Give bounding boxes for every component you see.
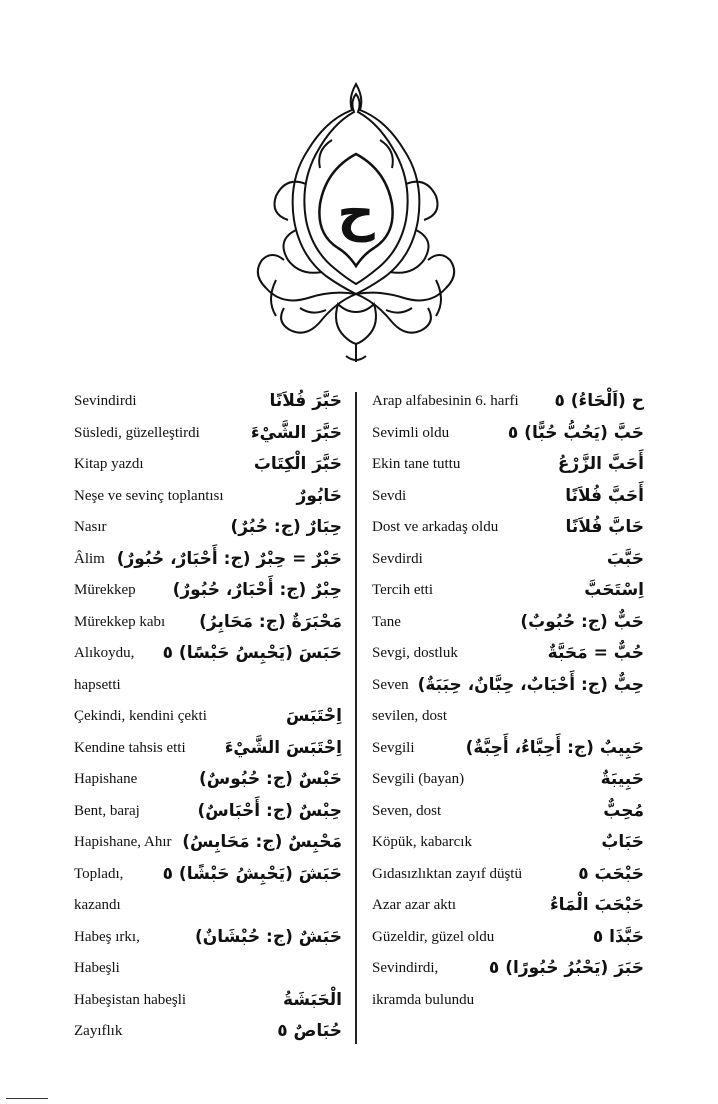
turkish-meaning: Hapishane, Ahır — [74, 834, 172, 850]
arabic-word: حَبْسٌ (ج: حُبُوسٌ) — [199, 769, 342, 789]
arabic-word: اِحْتَبَسَ الشَّيْءَ — [224, 737, 342, 758]
arabic-word: حَبْحَبَ ٥ — [578, 863, 644, 884]
dictionary-entry — [372, 890, 644, 922]
footer-rule — [6, 1098, 48, 1099]
turkish-meaning: Sevdirdi — [372, 550, 423, 567]
dictionary-entry — [372, 670, 644, 702]
arabic-word: حَبَشَ (يَحْبِشُ حَبْشًا) ٥ — [162, 863, 342, 884]
arabic-word: حَبَّرَ الْكِتَابَ — [253, 454, 342, 474]
dictionary-entry — [372, 607, 644, 639]
turkish-meaning: ikramda bulundu — [372, 991, 475, 1008]
arabic-word: حَبَّذَا ٥ — [592, 926, 644, 947]
turkish-meaning: Arap alfabesinin 6. harfi — [372, 393, 519, 409]
turkish-meaning: Zayıflık — [74, 1023, 123, 1039]
arabic-word: حَبَرَ (يَحْبُرُ حُبُورًا) ٥ — [488, 958, 644, 978]
dictionary-entry — [74, 481, 342, 513]
turkish-meaning: Köpük, kabarcık — [372, 834, 472, 850]
dictionary-entry — [74, 638, 342, 670]
dictionary-entry — [74, 449, 342, 481]
dictionary-entry — [372, 827, 644, 859]
column-divider — [355, 392, 357, 1044]
turkish-meaning: Dost ve arkadaş oldu — [372, 519, 499, 535]
dictionary-entry — [74, 890, 342, 922]
dictionary-entry — [372, 512, 644, 544]
ornament-letter: ح — [337, 183, 375, 243]
arabic-word: مَحْبِسٌ (ج: مَحَابِسُ) — [182, 832, 342, 852]
dictionary-entry — [372, 764, 644, 796]
turkish-meaning: Süsledi, güzelleştirdi — [74, 424, 200, 441]
turkish-meaning: Sevgili — [372, 739, 415, 756]
arabic-word: اِحْتَبَسَ — [286, 706, 342, 726]
turkish-meaning: Topladı, — [74, 865, 124, 882]
arabic-word: أَحَبَّ فُلاَنًا — [565, 485, 644, 506]
turkish-meaning: Nasır — [74, 519, 107, 535]
turkish-meaning: Çekindi, kendini çekti — [74, 708, 207, 724]
dictionary-entry — [74, 1016, 342, 1048]
arabic-word: اِسْتَحَبَّ — [584, 580, 644, 600]
dictionary-entry — [372, 985, 644, 1017]
dictionary-entry — [372, 701, 644, 733]
arabic-word: حَابَّ فُلاَنًا — [565, 517, 644, 537]
arabic-word: مُحِبٌّ — [603, 800, 644, 821]
dictionary-entry — [372, 418, 644, 450]
right-column — [372, 386, 644, 1016]
dictionary-entry — [74, 575, 342, 607]
dictionary-entry — [372, 638, 644, 670]
turkish-meaning: Âlim — [74, 550, 105, 567]
turkish-meaning: Mürekkep — [74, 582, 136, 598]
arabic-word: حَبْحَبَ الْمَاءُ — [549, 895, 644, 915]
arabic-word: حَبَّرَ الشَّيْءَ — [250, 422, 342, 443]
arabic-word: حُبَاصٌ ٥ — [277, 1021, 342, 1041]
turkish-meaning: Seven — [372, 676, 409, 693]
dictionary-entry — [74, 827, 342, 859]
turkish-meaning: Sevdi — [372, 487, 407, 504]
arabic-word: حَبَّرَ فُلاَنًا — [269, 391, 342, 411]
arabic-word: حِبٌّ (ج: أَحْبَابٌ، حِبَّانٌ، حِبَبَةٌ) — [417, 674, 644, 695]
turkish-meaning: Habeş ırkı, — [74, 928, 140, 945]
turkish-meaning: Ekin tane tuttu — [372, 456, 461, 472]
dictionary-entry — [74, 386, 342, 418]
arabic-word: حُبٌّ = مَحَبَّةٌ — [547, 643, 644, 663]
turkish-meaning: Sevindirdi, — [372, 960, 439, 976]
arabic-word: حَبَّ (يَحُبُّ حُبًّا) ٥ — [507, 422, 644, 443]
turkish-meaning: Seven, dost — [372, 802, 442, 819]
arabic-word: حَبَشٌ (ج: حُبْشَانٌ) — [194, 926, 342, 947]
arabic-word: مَحْبَرَةٌ (ج: مَحَابِرُ) — [199, 611, 342, 632]
dictionary-entry — [372, 733, 644, 765]
arabic-word: الْحَبَشَةُ — [282, 989, 342, 1010]
dictionary-entry — [372, 796, 644, 828]
dictionary-entry — [74, 796, 342, 828]
turkish-meaning: kazandı — [74, 897, 121, 913]
turkish-meaning: Habeşli — [74, 960, 120, 976]
arabic-word: حَابُورٌ — [296, 485, 342, 506]
dictionary-entry — [74, 701, 342, 733]
turkish-meaning: Neşe ve sevinç toplantısı — [74, 487, 224, 504]
turkish-meaning: Hapishane — [74, 771, 138, 787]
arabic-word: أَحَبَّ الزَّرْعُ — [557, 454, 644, 474]
dictionary-entry — [74, 953, 342, 985]
dictionary-entry — [372, 449, 644, 481]
arabic-word: حَبْرٌ = حِبْرٌ (ج: أَحْبَارٌ، حُبُورٌ) — [116, 548, 342, 569]
dictionary-entry — [372, 922, 644, 954]
turkish-meaning: Kitap yazdı — [74, 456, 144, 472]
dictionary-entry — [372, 386, 644, 418]
left-column — [74, 386, 342, 1048]
turkish-meaning: Sevimli oldu — [372, 424, 450, 441]
arabic-word: حِبَارٌ (ج: حُبُرٌ) — [230, 517, 342, 537]
turkish-meaning: sevilen, dost — [372, 708, 447, 724]
arabic-word: حَبِيبَةٌ — [600, 769, 644, 789]
turkish-meaning: Tercih etti — [372, 582, 434, 598]
dictionary-entry — [74, 418, 342, 450]
dictionary-entry — [74, 544, 342, 576]
dictionary-entry — [74, 985, 342, 1017]
dictionary-entry — [372, 859, 644, 891]
turkish-meaning: Sevgi, dostluk — [372, 645, 458, 661]
turkish-meaning: Azar azar aktı — [372, 897, 457, 913]
arabic-word: حَبَّبَ — [606, 548, 644, 569]
dictionary-entry — [372, 575, 644, 607]
dictionary-entry — [74, 733, 342, 765]
turkish-meaning: Sevindirdi — [74, 393, 137, 409]
arabic-word: حَبَسَ (يَحْبِسُ حَبْسًا) ٥ — [162, 643, 342, 663]
turkish-meaning: Mürekkep kabı — [74, 613, 166, 630]
dictionary-entry — [74, 607, 342, 639]
turkish-meaning: Bent, baraj — [74, 802, 140, 819]
dictionary-entry — [74, 859, 342, 891]
letter-ornament — [236, 80, 476, 365]
dictionary-entry — [372, 544, 644, 576]
dictionary-entry — [74, 764, 342, 796]
arabic-word: حِبْسٌ (ج: أَحْبَاسٌ) — [197, 800, 342, 821]
dictionary-entry — [74, 670, 342, 702]
dictionary-entry — [372, 481, 644, 513]
turkish-meaning: Sevgili (bayan) — [372, 771, 465, 787]
turkish-meaning: Habeşistan habeşli — [74, 991, 187, 1008]
arabic-word: حَبِيبٌ (ج: أَحِبَّاءُ، أَحِبَّةٌ) — [465, 737, 644, 758]
turkish-meaning: Tane — [372, 613, 401, 630]
turkish-meaning: Kendine tahsis etti — [74, 739, 186, 756]
dictionary-entry — [372, 953, 644, 985]
turkish-meaning: hapsetti — [74, 676, 121, 693]
arabic-word: ح (اَلْحَاءُ) ٥ — [554, 391, 644, 411]
arabic-word: حَبَابٌ — [601, 832, 644, 852]
arabic-word: حَبٌّ (ج: حُبُوبٌ) — [520, 611, 644, 632]
arabic-word: حِبْرٌ (ج: أَحْبَارٌ، حُبُورٌ) — [172, 580, 342, 600]
turkish-meaning: Gıdasızlıktan zayıf düştü — [372, 865, 522, 882]
turkish-meaning: Güzeldir, güzel oldu — [372, 928, 495, 945]
dictionary-entry — [74, 922, 342, 954]
dictionary-entry — [74, 512, 342, 544]
turkish-meaning: Alıkoydu, — [74, 645, 135, 661]
